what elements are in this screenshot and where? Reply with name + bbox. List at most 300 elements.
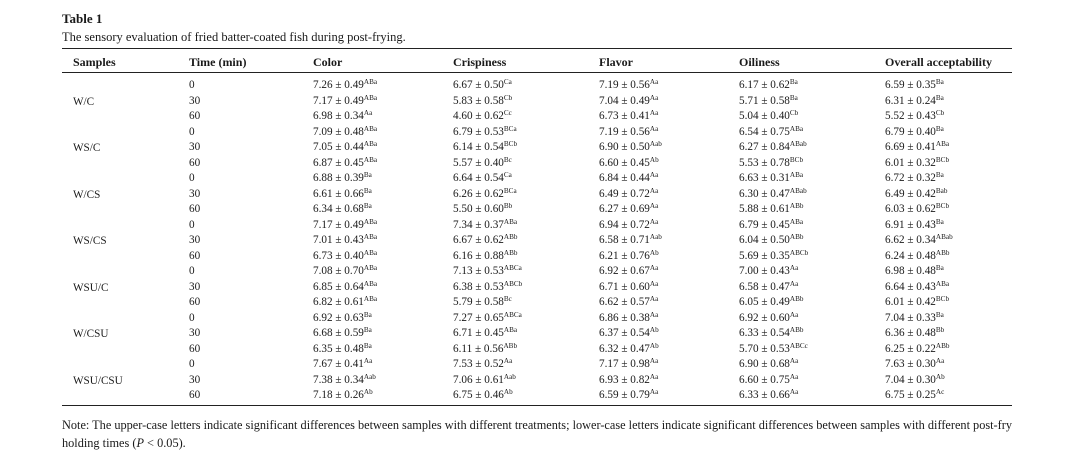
value-cell [599,234,662,246]
significance-letters: ABa [363,295,378,303]
value-cell [313,374,376,386]
table-caption: The sensory evaluation of fried batter-coated fish during post-frying. [62,30,406,44]
significance-letters: Ba [363,326,372,334]
significance-letters: ABa [935,279,950,288]
value-cell [885,188,947,200]
mean-sd-value: 6.59 ± 0.79 [599,389,650,401]
time-cell: 0 [189,79,195,91]
value-cell [739,250,808,262]
time-cell: 60 [189,296,201,308]
mean-sd-value: 6.63 ± 0.31 [739,172,790,184]
significance-letters: Aa [649,186,659,195]
value-cell [885,281,949,293]
header-rule [62,72,1012,73]
significance-letters: Aa [363,109,373,117]
value-cell [313,265,377,277]
header-overall-acceptability: Overall acceptability [885,55,992,69]
significance-letters: Aa [503,357,513,365]
significance-letters: ABb [789,202,804,210]
significance-letters: Aab [503,372,516,381]
mean-sd-value: 7.17 ± 0.49 [313,94,364,107]
mean-sd-value: 6.62 ± 0.57 [599,296,650,308]
mean-sd-value: 5.83 ± 0.58 [453,94,504,107]
value-cell [453,188,517,200]
value-cell [599,172,658,184]
significance-letters: Cb [935,109,945,117]
significance-letters: ABCc [789,341,808,350]
value-cell [313,358,372,370]
mean-sd-value: 7.00 ± 0.43 [739,265,790,277]
significance-letters: ABCb [503,279,523,288]
value-cell [313,172,372,184]
time-cell: 30 [189,141,201,153]
value-cell [739,219,803,231]
significance-letters: ABb [935,248,950,257]
mean-sd-value: 6.67 ± 0.62 [453,234,504,246]
value-cell [739,296,803,308]
value-cell [599,374,658,386]
value-cell [599,312,658,324]
mean-sd-value: 6.25 ± 0.22 [885,342,936,355]
time-cell: 0 [189,172,195,184]
significance-letters: Aa [789,372,799,381]
value-cell [453,203,512,215]
mean-sd-value: 7.04 ± 0.30 [885,373,936,386]
mean-sd-value: 5.57 ± 0.40 [453,156,504,169]
time-cell: 30 [189,187,201,200]
significance-letters: Aa [935,357,945,365]
significance-letters: ABa [363,248,378,257]
significance-letters: BCb [935,155,950,164]
value-cell [885,343,949,355]
significance-letters: ABab [935,233,953,241]
value-cell [313,79,377,91]
mean-sd-value: 6.54 ± 0.75 [739,125,790,138]
time-cell: 60 [189,156,201,169]
mean-sd-value: 6.73 ± 0.41 [599,110,650,122]
value-cell [599,265,658,277]
header-color: Color [313,55,343,69]
mean-sd-value: 6.30 ± 0.47 [739,187,790,200]
significance-letters: Ba [363,186,372,195]
mean-sd-value: 6.24 ± 0.48 [885,249,936,262]
value-cell [313,343,372,355]
significance-letters: ABa [363,93,378,102]
value-cell [453,343,517,355]
mean-sd-value: 7.34 ± 0.37 [453,218,504,231]
significance-letters: ABb [503,233,518,241]
significance-letters: Aa [649,264,659,272]
value-cell [599,250,659,262]
value-cell [885,79,944,91]
value-cell [453,95,512,107]
value-cell [885,95,944,107]
mean-sd-value: 6.98 ± 0.48 [885,265,936,277]
value-cell [599,343,659,355]
significance-letters: ABb [503,248,518,257]
mean-sd-value: 5.52 ± 0.43 [885,110,936,122]
value-cell [313,203,372,215]
value-cell [885,126,944,138]
mean-sd-value: 6.79 ± 0.45 [739,218,790,231]
value-cell [453,250,517,262]
value-cell [599,95,658,107]
mean-sd-value: 6.26 ± 0.62 [453,187,504,200]
time-cell: 0 [189,358,195,370]
significance-letters: Bab [935,186,948,195]
mean-sd-value: 6.91 ± 0.43 [885,218,936,231]
value-cell [885,203,949,215]
value-cell [739,203,803,215]
significance-letters: Aa [649,124,659,133]
value-cell [885,358,944,370]
significance-letters: BCa [503,124,517,133]
significance-letters: ABa [363,217,378,226]
mean-sd-value: 6.27 ± 0.69 [599,203,650,215]
value-cell [739,110,798,122]
value-cell [739,188,807,200]
significance-letters: ABab [789,140,807,148]
value-cell [599,358,658,370]
mean-sd-value: 7.17 ± 0.49 [313,218,364,231]
value-cell [453,157,512,169]
value-cell [313,219,377,231]
mean-sd-value: 5.79 ± 0.58 [453,296,504,308]
significance-letters: Ba [363,171,372,179]
mean-sd-value: 6.58 ± 0.47 [739,280,790,293]
significance-letters: Cb [789,109,799,117]
significance-letters: Aab [649,233,662,241]
mean-sd-value: 6.75 ± 0.46 [453,389,504,401]
sample-label: WSU/C [73,281,109,294]
significance-letters: Aa [649,171,659,179]
mean-sd-value: 6.92 ± 0.63 [313,311,364,324]
value-cell [885,141,949,153]
value-cell [599,141,662,153]
significance-letters: Ab [363,388,373,396]
significance-letters: Aab [363,372,376,381]
mean-sd-value: 7.27 ± 0.65 [453,311,504,324]
value-cell [739,327,803,339]
value-cell [885,296,949,308]
mean-sd-value: 6.64 ± 0.43 [885,280,936,293]
mean-sd-value: 6.84 ± 0.44 [599,172,650,184]
mean-sd-value: 6.79 ± 0.40 [885,125,936,138]
value-cell [313,141,377,153]
value-cell [885,265,944,277]
significance-letters: Ba [935,93,944,102]
value-cell [885,172,944,184]
significance-letters: ABb [789,295,804,303]
significance-letters: Aa [649,310,659,319]
mean-sd-value: 6.37 ± 0.54 [599,327,650,339]
value-cell [313,110,372,122]
value-cell [313,312,372,324]
value-cell [453,265,522,277]
mean-sd-value: 6.11 ± 0.56 [453,342,504,355]
value-cell [453,172,512,184]
value-cell [453,219,517,231]
note-p-symbol: P [136,436,144,450]
mean-sd-value: 6.59 ± 0.35 [885,79,936,91]
significance-letters: Aa [649,93,659,102]
significance-letters: Aa [649,388,659,396]
mean-sd-value: 6.71 ± 0.60 [599,280,650,293]
significance-letters: ABCa [503,264,522,272]
significance-letters: Aab [649,140,662,148]
mean-sd-value: 6.32 ± 0.47 [599,342,650,355]
mean-sd-value: 6.49 ± 0.42 [885,187,936,200]
significance-letters: Ba [789,93,798,102]
mean-sd-value: 6.60 ± 0.75 [739,373,790,386]
mean-sd-value: 4.60 ± 0.62 [453,110,504,122]
header-time: Time (min) [189,55,247,69]
significance-letters: ABa [503,326,518,334]
significance-letters: BCb [789,155,804,164]
mean-sd-value: 7.17 ± 0.98 [599,358,650,370]
significance-letters: Aa [649,295,659,303]
mean-sd-value: 6.14 ± 0.54 [453,141,504,153]
value-cell [885,157,949,169]
mean-sd-value: 7.09 ± 0.48 [313,125,364,138]
significance-letters: Ca [503,171,512,179]
significance-letters: BCb [935,202,950,210]
significance-letters: Aa [649,109,659,117]
mean-sd-value: 6.64 ± 0.54 [453,172,504,184]
value-cell [453,389,513,401]
value-cell [739,281,798,293]
value-cell [885,234,953,246]
significance-letters: Ac [935,388,945,396]
mean-sd-value: 7.01 ± 0.43 [313,234,364,246]
value-cell [739,234,803,246]
value-cell [885,250,949,262]
significance-letters: Aa [649,78,659,86]
value-cell [313,296,377,308]
mean-sd-value: 5.69 ± 0.35 [739,249,790,262]
significance-letters: Aa [649,217,659,226]
note-text-end: < 0.05). [143,436,186,450]
significance-letters: ABa [363,264,378,272]
value-cell [599,281,658,293]
mean-sd-value: 7.38 ± 0.34 [313,373,364,386]
mean-sd-value: 6.04 ± 0.50 [739,234,790,246]
significance-letters: Aa [649,279,659,288]
value-cell [453,110,512,122]
value-cell [599,79,658,91]
mean-sd-value: 6.72 ± 0.32 [885,172,936,184]
header-oiliness: Oiliness [739,55,780,69]
mean-sd-value: 6.67 ± 0.50 [453,79,504,91]
time-cell: 60 [189,389,201,401]
sample-label: W/C [73,95,95,108]
significance-letters: ABa [363,155,378,164]
significance-letters: Bb [503,202,513,210]
value-cell [313,188,372,200]
mean-sd-value: 6.38 ± 0.53 [453,280,504,293]
significance-letters: Ba [363,202,372,210]
mean-sd-value: 6.49 ± 0.72 [599,187,650,200]
mean-sd-value: 6.17 ± 0.62 [739,79,790,91]
mean-sd-value: 6.21 ± 0.76 [599,249,650,262]
bottom-rule [62,405,1012,406]
value-cell [739,141,807,153]
mean-sd-value: 6.88 ± 0.39 [313,172,364,184]
mean-sd-value: 6.82 ± 0.61 [313,296,364,308]
significance-letters: ABa [935,140,950,148]
significance-letters: Cc [503,109,512,117]
significance-letters: Ab [503,388,513,396]
mean-sd-value: 6.05 ± 0.49 [739,296,790,308]
mean-sd-value: 6.60 ± 0.45 [599,156,650,169]
value-cell [313,250,377,262]
significance-letters: ABb [503,341,518,350]
mean-sd-value: 7.63 ± 0.30 [885,358,936,370]
value-cell [739,126,803,138]
significance-letters: BCa [503,186,517,195]
value-cell [739,358,798,370]
significance-letters: BCb [935,295,950,303]
value-cell [313,126,377,138]
mean-sd-value: 5.88 ± 0.61 [739,203,790,215]
mean-sd-value: 6.31 ± 0.24 [885,94,936,107]
significance-letters: ABb [789,326,804,334]
significance-letters: Ba [789,78,798,86]
mean-sd-value: 6.62 ± 0.34 [885,234,936,246]
mean-sd-value: 6.01 ± 0.32 [885,156,936,169]
significance-letters: ABa [789,217,804,226]
mean-sd-value: 6.85 ± 0.64 [313,280,364,293]
significance-letters: Aa [789,388,799,396]
significance-letters: ABCa [503,310,522,319]
value-cell [599,110,658,122]
value-cell [453,358,512,370]
table-note [62,416,1017,452]
value-cell [599,188,658,200]
mean-sd-value: 7.04 ± 0.49 [599,94,650,107]
value-cell [453,281,522,293]
mean-sd-value: 6.79 ± 0.53 [453,125,504,138]
time-cell: 30 [189,280,201,293]
sample-label: WSU/CSU [73,374,123,387]
mean-sd-value: 7.06 ± 0.61 [453,373,504,386]
sample-label: WS/CS [73,235,107,247]
time-cell: 60 [189,203,201,215]
mean-sd-value: 5.53 ± 0.78 [739,156,790,169]
mean-sd-value: 6.90 ± 0.68 [739,358,790,370]
time-cell: 60 [189,342,201,355]
value-cell [739,265,798,277]
time-cell: 30 [189,94,201,107]
value-cell [599,327,659,339]
time-cell: 0 [189,218,195,231]
mean-sd-value: 6.93 ± 0.82 [599,373,650,386]
significance-letters: ABa [363,124,378,133]
time-cell: 60 [189,110,201,122]
significance-letters: Aa [363,357,373,365]
mean-sd-value: 6.73 ± 0.40 [313,249,364,262]
significance-letters: ABa [789,124,804,133]
value-cell [885,389,944,401]
value-cell [599,219,658,231]
mean-sd-value: 6.27 ± 0.84 [739,141,790,153]
value-cell [453,234,517,246]
value-cell [453,141,517,153]
mean-sd-value: 6.33 ± 0.66 [739,389,790,401]
mean-sd-value: 6.75 ± 0.25 [885,389,936,401]
value-cell [739,389,798,401]
significance-letters: Ab [935,372,945,381]
time-cell: 30 [189,373,201,386]
header-flavor: Flavor [599,55,633,69]
mean-sd-value: 6.01 ± 0.42 [885,296,936,308]
mean-sd-value: 6.34 ± 0.68 [313,203,364,215]
significance-letters: Ba [935,310,944,319]
mean-sd-value: 7.13 ± 0.53 [453,265,504,277]
significance-letters: Ba [935,124,944,133]
mean-sd-value: 6.92 ± 0.67 [599,265,650,277]
time-cell: 30 [189,327,201,339]
significance-letters: Ca [503,78,512,86]
value-cell [599,389,658,401]
significance-letters: Ab [649,341,659,350]
value-cell [885,327,944,339]
significance-letters: ABa [363,78,378,86]
value-cell [453,374,516,386]
mean-sd-value: 6.94 ± 0.72 [599,218,650,231]
significance-letters: Aa [789,310,799,319]
mean-sd-value: 6.35 ± 0.48 [313,342,364,355]
table-label: Table 1 [62,11,103,26]
mean-sd-value: 5.04 ± 0.40 [739,110,790,122]
mean-sd-value: 7.19 ± 0.56 [599,125,650,138]
time-cell: 0 [189,311,195,324]
significance-letters: BCb [503,140,518,148]
value-cell [739,172,803,184]
significance-letters: Bc [503,155,512,164]
value-cell [599,296,658,308]
significance-letters: Ba [363,310,372,319]
value-cell [885,374,945,386]
value-cell [599,203,658,215]
value-cell [313,95,377,107]
significance-letters: Ab [649,248,659,257]
value-cell [739,374,798,386]
value-cell [739,157,803,169]
value-cell [739,343,808,355]
time-cell: 60 [189,249,201,262]
significance-letters: ABb [789,233,804,241]
significance-letters: Aa [789,357,799,365]
mean-sd-value: 6.90 ± 0.50 [599,141,650,153]
value-cell [313,157,377,169]
value-cell [313,281,377,293]
mean-sd-value: 6.86 ± 0.38 [599,311,650,324]
mean-sd-value: 7.53 ± 0.52 [453,358,504,370]
mean-sd-value: 7.19 ± 0.56 [599,79,650,91]
significance-letters: ABa [789,171,804,179]
sample-label: W/CSU [73,328,109,340]
significance-letters: Ba [935,171,944,179]
significance-letters: Ba [935,217,944,226]
significance-letters: ABa [363,279,378,288]
mean-sd-value: 7.08 ± 0.70 [313,265,364,277]
significance-letters: Ab [649,155,659,164]
value-cell [885,110,944,122]
significance-letters: ABa [363,140,378,148]
mean-sd-value: 7.18 ± 0.26 [313,389,364,401]
mean-sd-value: 6.87 ± 0.45 [313,156,364,169]
